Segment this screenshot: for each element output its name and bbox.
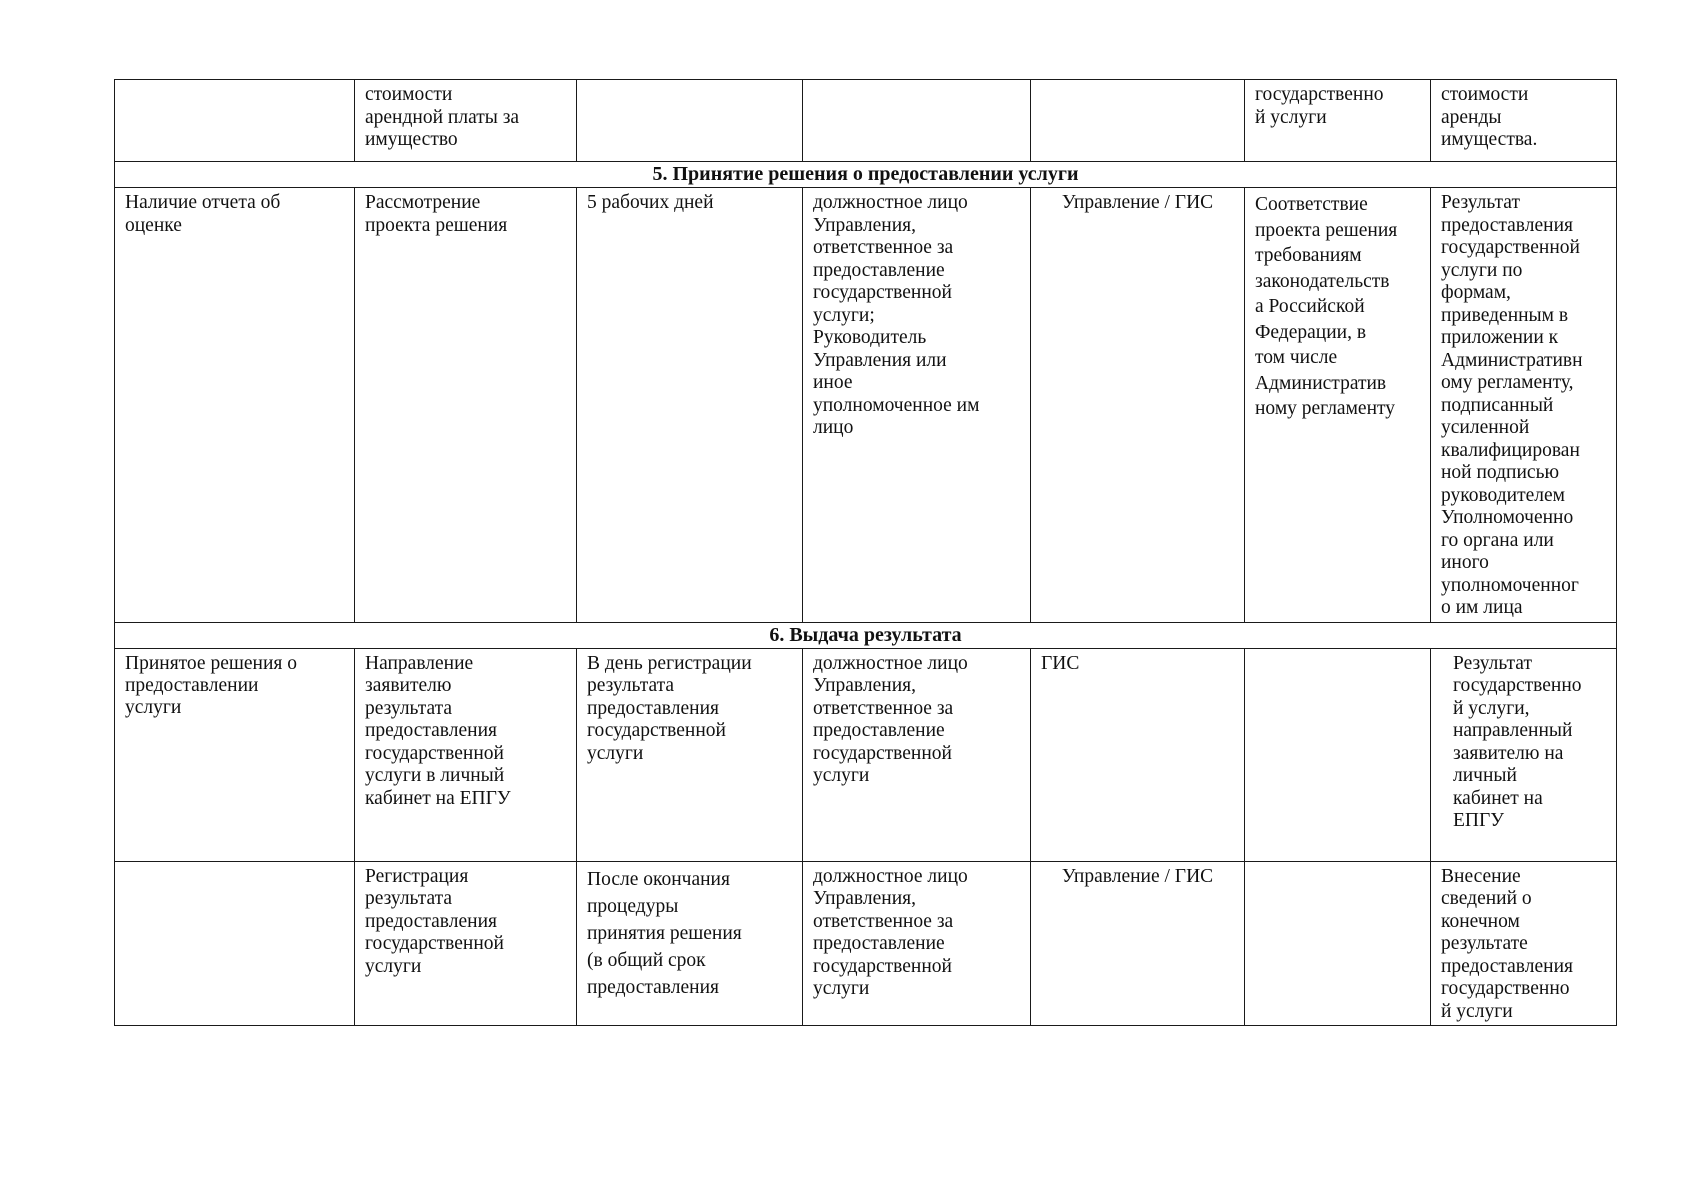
table-cell: Рассмотрение проекта решения [355, 188, 577, 623]
section-title-5: 5. Принятие решения о предоставлении услуги [115, 162, 1617, 188]
table-cell: должностное лицо Управления, ответственное за предоставление государственной услуги; Руководитель Управления или иное уполномоченное им лицо [803, 188, 1031, 623]
table-cell: Соответствие проекта решения требованиям законодательств а Российской Федерации, в том числе Административ ному регламенту [1245, 188, 1431, 623]
table-cell: государственно й услуги [1245, 80, 1431, 162]
table-cell: Внесение сведений о конечном результате предоставления государственно й услуги [1431, 861, 1617, 1026]
table-cell [1245, 861, 1431, 1026]
table-cell [115, 80, 355, 162]
table-cell: Результат предоставления государственной услуги по формам, приведенным в приложении к Административн ому регламенту, подписанный усиленной квалифицирован ной подписью руководителем Уполномоченно го органа или иного уполномоченног о им лица [1431, 188, 1617, 623]
table-cell: После окончания процедуры принятия решения (в общий срок предоставления [577, 861, 803, 1026]
table-cell: 5 рабочих дней [577, 188, 803, 623]
table-cell: стоимости аренды имущества. [1431, 80, 1617, 162]
table-cell [577, 80, 803, 162]
table-cell: стоимости арендной платы за имущество [355, 80, 577, 162]
table-row-decision [115, 188, 1617, 623]
table-row-continuation [115, 80, 1617, 162]
table-cell: Направление заявителю результата предоставления государственной услуги в личный кабинет на ЕПГУ [355, 648, 577, 861]
table-row-registration [115, 861, 1617, 1026]
procedure-table [114, 79, 1617, 1026]
table-row-delivery [115, 648, 1617, 861]
section-header-row [115, 622, 1617, 648]
table-cell: Наличие отчета об оценке [115, 188, 355, 623]
section-title-6: 6. Выдача результата [115, 622, 1617, 648]
table-cell: должностное лицо Управления, ответственное за предоставление государственной услуги [803, 861, 1031, 1026]
table-cell [803, 80, 1031, 162]
table-cell: Управление / ГИС [1031, 861, 1245, 1026]
table-cell: должностное лицо Управления, ответственное за предоставление государственной услуги [803, 648, 1031, 861]
section-header-row [115, 162, 1617, 188]
table-cell: Регистрация результата предоставления государственной услуги [355, 861, 577, 1026]
table-cell: В день регистрации результата предоставления государственной услуги [577, 648, 803, 861]
table-cell [1245, 648, 1431, 861]
table-cell [1031, 80, 1245, 162]
table-cell: Управление / ГИС [1031, 188, 1245, 623]
table-cell: Результат государственно й услуги, направленный заявителю на личный кабинет на ЕПГУ [1431, 648, 1617, 861]
table-cell: Принятое решения о предоставлении услуги [115, 648, 355, 861]
table-cell [115, 861, 355, 1026]
table-cell: ГИС [1031, 648, 1245, 861]
